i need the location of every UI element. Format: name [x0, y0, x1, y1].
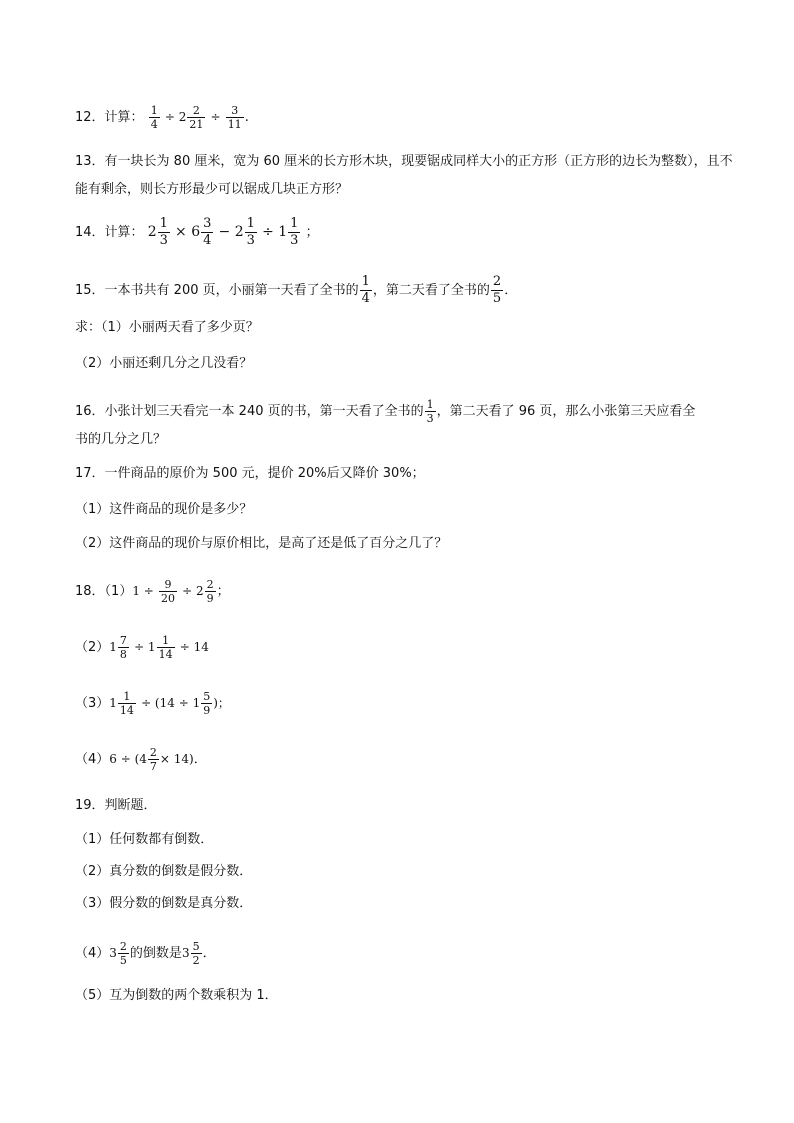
fraction: $\frac{2}{21}$: [189, 104, 204, 131]
fraction: $\frac{3}{4}$: [203, 216, 212, 248]
question-16: 16．小张计划三天看完一本 240 页的书，第一天看了全书的 $\frac{1}{3}$ ，第二天看了 96 页，那么小张第三天应看全: [75, 398, 696, 425]
fraction: $\frac{1}{14}$: [158, 634, 173, 661]
q15-sub-1: 求：（1）小丽两天看了多少页？: [75, 320, 259, 335]
fraction: $\frac{2}{7}$: [149, 746, 157, 773]
question-18-part-1: 18．（1）1 ÷ $\frac{9}{20}$ ÷ 2 $\frac{2}{9}$ ；: [75, 578, 230, 605]
q16-line-2: 书的几分之几？: [75, 432, 167, 447]
q19-statement-2: （2）真分数的倒数是假分数．: [75, 864, 253, 879]
fraction: $\frac{3}{11}$: [227, 104, 242, 131]
fraction: $\frac{2}{5}$: [119, 940, 127, 967]
q15-sub-2: （2）小丽还剩几分之几没看？: [75, 356, 253, 371]
fraction: $\frac{1}{3}$: [159, 216, 168, 248]
fraction: $\frac{1}{4}$: [150, 104, 158, 131]
fraction: $\frac{1}{3}$: [290, 216, 299, 248]
q17-sub-2: （2）这件商品的现价与原价相比，是高了还是低了百分之几了？: [75, 536, 448, 551]
fraction: $\frac{2}{5}$: [492, 274, 502, 306]
question-18-part-4: （4）6 ÷ (4 $\frac{2}{7}$ × 14)．: [75, 746, 207, 773]
fraction: $\frac{9}{20}$: [160, 578, 175, 605]
q12-label: 12．计算：: [75, 110, 144, 125]
question-14: 14．计算： 2 $\frac{1}{3}$ × 6 $\frac{3}{4}$ − 2 $\frac{1}{3}$ ÷ 1 $\frac{1}{3}$ ；: [75, 216, 319, 248]
question-13: 13．有一块长为 80 厘米，宽为 60 厘米的长方形木块，现要锯成同样大小的正方形（正方形的边长为整数），且不能有剩余，则长方形最少可以锯成几块正方形？: [75, 154, 733, 197]
fraction: $\frac{2}{9}$: [206, 578, 214, 605]
fraction: $\frac{1}{3}$: [246, 216, 255, 248]
q19-statement-5: （5）互为倒数的两个数乘积为 1．: [75, 988, 278, 1003]
fraction: $\frac{5}{9}$: [203, 690, 211, 717]
fraction: $\frac{1}{14}$: [119, 690, 134, 717]
q19-statement-3: （3）假分数的倒数是真分数．: [75, 896, 253, 911]
question-18-part-2: （2）1 $\frac{7}{8}$ ÷ 1 $\frac{1}{14}$ ÷ 14: [75, 634, 209, 661]
fraction: $\frac{7}{8}$: [119, 634, 127, 661]
question-17: 17．一件商品的原价为 500 元，提价 20%后又降价 30%；: [75, 466, 425, 481]
fraction: $\frac{5}{2}$: [192, 940, 200, 967]
question-12: 12．计算： $\frac{1}{4}$ ÷ 2 $\frac{2}{21}$ ÷ $\frac{3}{11}$ .: [75, 104, 249, 131]
q19-statement-4: （4）3 $\frac{2}{5}$ 的倒数是3 $\frac{5}{2}$ ．: [75, 940, 216, 967]
question-18-part-3: （3）1 $\frac{1}{14}$ ÷ (14 ÷ 1 $\frac{5}{9}$ )；: [75, 690, 230, 717]
q17-sub-1: （1）这件商品的现价是多少？: [75, 502, 253, 517]
question-19-title: 19．判断题．: [75, 798, 157, 813]
q19-statement-1: （1）任何数都有倒数．: [75, 832, 214, 847]
fraction: $\frac{1}{3}$: [426, 398, 434, 425]
question-15: 15．一本书共有 200 页，小丽第一天看了全书的 $\frac{1}{4}$ ，第二天看了全书的 $\frac{2}{5}$ ．: [75, 274, 518, 306]
fraction: $\frac{1}{4}$: [361, 274, 370, 306]
